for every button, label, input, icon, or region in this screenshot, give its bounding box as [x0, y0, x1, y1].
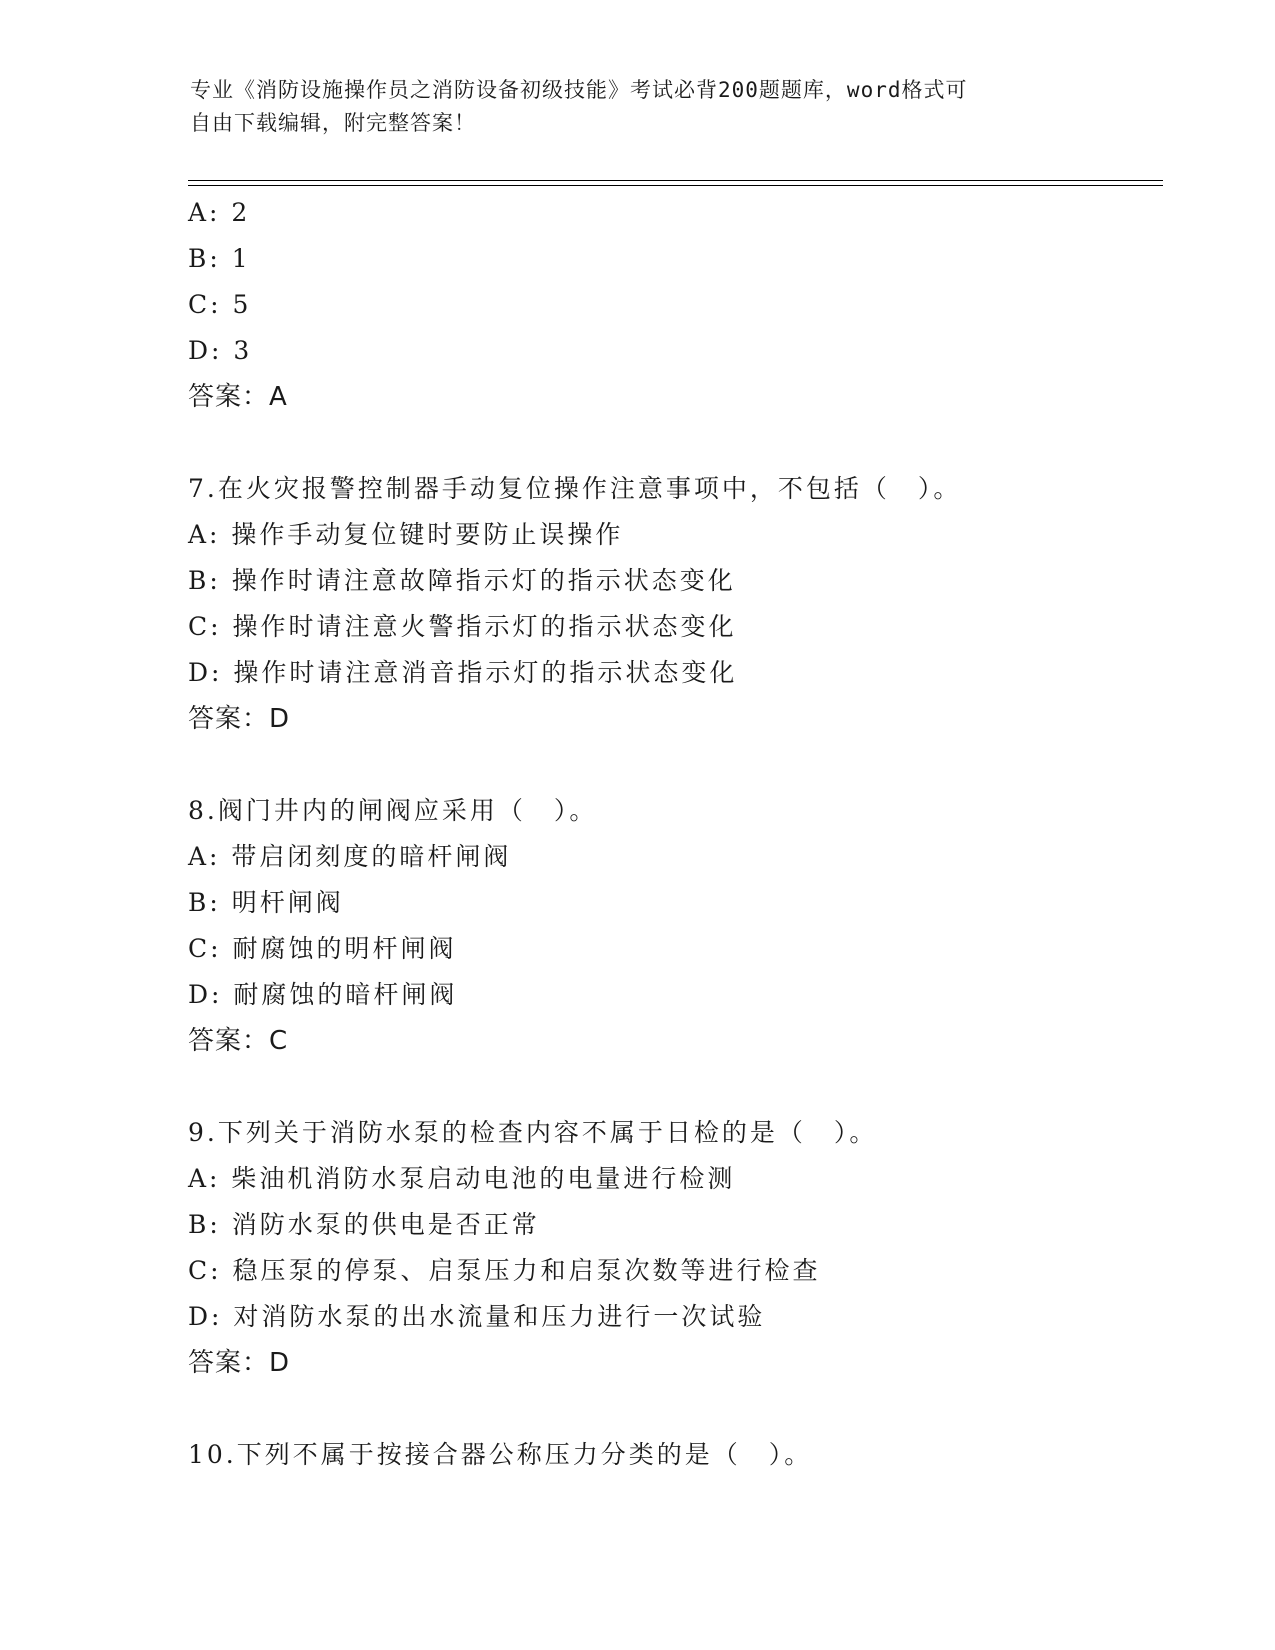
question-9 [188, 1110, 1168, 1386]
spacer [188, 1386, 1168, 1432]
option-a: A: 柴油机消防水泵启动电池的电量进行检测 [188, 1164, 736, 1193]
answer-line: 答案：D [188, 1348, 291, 1378]
question-stem: 9.下列关于消防水泵的检查内容不属于日检的是（ ）。 [188, 1118, 878, 1147]
option-c: C: 稳压泵的停泵、启泵压力和启泵次数等进行检查 [188, 1256, 821, 1285]
question-stem: 8.阀门井内的闸阀应采用（ ）。 [188, 796, 598, 825]
answer-line: 答案：A [188, 382, 288, 412]
spacer [188, 742, 1168, 788]
spacer [188, 1064, 1168, 1110]
question-stem: 7.在火灾报警控制器手动复位操作注意事项中，不包括（ ）。 [188, 474, 962, 503]
option-d: D: 耐腐蚀的暗杆闸阀 [188, 980, 458, 1009]
option-d: D: 操作时请注意消音指示灯的指示状态变化 [188, 658, 738, 687]
question-8 [188, 788, 1168, 1064]
answer-line: 答案：C [188, 1026, 289, 1056]
option-d: D: 3 [188, 336, 253, 365]
option-c: C: 操作时请注意火警指示灯的指示状态变化 [188, 612, 737, 641]
question-stem: 10.下列不属于按接合器公称压力分类的是（ ）。 [188, 1440, 813, 1469]
option-c: C: 耐腐蚀的明杆闸阀 [188, 934, 457, 963]
option-c: C: 5 [188, 290, 252, 319]
question-7 [188, 466, 1168, 742]
question-list [188, 190, 1168, 1478]
option-a: A: 带启闭刻度的暗杆闸阀 [188, 842, 512, 871]
question-6-continued [188, 190, 1168, 420]
option-a: A: 操作手动复位键时要防止误操作 [188, 520, 624, 549]
header-rule-top [188, 180, 1163, 181]
document-header [190, 74, 1090, 140]
header-line-1: 专业《消防设施操作员之消防设备初级技能》考试必背200题题库，word格式可 [190, 78, 968, 102]
option-b: B: 消防水泵的供电是否正常 [188, 1210, 540, 1239]
header-rule-bottom [188, 185, 1163, 186]
option-b: B: 1 [188, 244, 251, 273]
spacer [188, 420, 1168, 466]
header-line-2: 自由下载编辑，附完整答案！ [190, 111, 476, 135]
option-b: B: 明杆闸阀 [188, 888, 344, 917]
answer-line: 答案：D [188, 704, 291, 734]
option-d: D: 对消防水泵的出水流量和压力进行一次试验 [188, 1302, 766, 1331]
option-b: B: 操作时请注意故障指示灯的指示状态变化 [188, 566, 736, 595]
question-10 [188, 1432, 1168, 1478]
option-a: A: 2 [188, 198, 251, 227]
